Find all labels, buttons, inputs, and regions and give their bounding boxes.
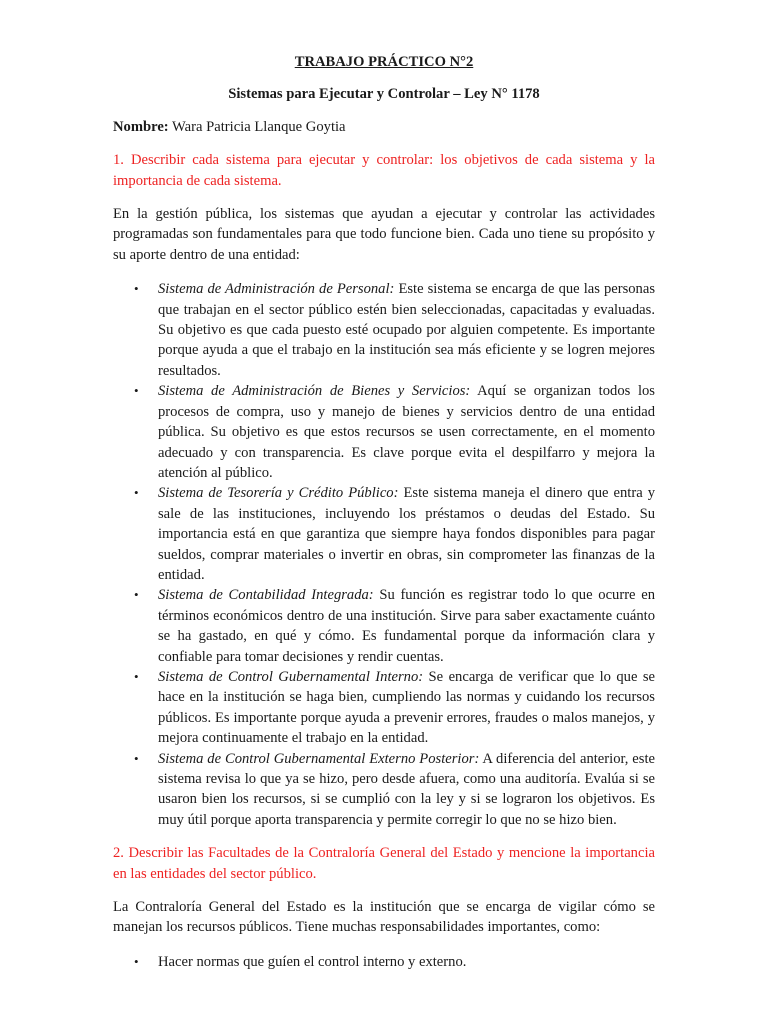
system-term: Sistema de Tesorería y Crédito Público: (158, 485, 399, 502)
list-item (113, 952, 655, 972)
system-term: Sistema de Control Gubernamental Externo Posterior: (158, 750, 480, 767)
intro-paragraph: En la gestión pública, los sistemas que ayudan a ejecutar y controlar las actividades programadas son fundamentales para que todo funcione bien. Cada uno tiene su propósito y su aporte dentro de una entidad: (113, 206, 655, 263)
bullet-icon: • (134, 485, 139, 501)
document-title: TRABAJO PRÁCTICO N°2 (294, 54, 474, 70)
list-item (113, 381, 655, 483)
list-item (113, 279, 655, 381)
system-description: Este sistema maneja el dinero que entra y sale de las instituciones, incluyendo los préstamos o deudas del Estado. Su importancia está en que garantiza que siempre haya fondos disponibles para pagar sueldos, comprar materiales o invertir en obras, sin comprometer las finanzas de la entidad. (158, 485, 655, 583)
question-1: 1. Describir cada sistema para ejecutar y controlar: los objetivos de cada sistema y la importancia de cada sistema. (113, 152, 655, 189)
list-item (113, 667, 655, 749)
system-description: Este sistema se encarga de que las personas que trabajan en el sector público estén bien seleccionadas, capacitadas y evaluadas. Su objetivo es que cada puesto esté ocupado por alguien competente. Es importante porque ayuda a que el trabajo en la institución sea más eficiente y se logren mejores resultados. (158, 281, 656, 379)
bullet-icon: • (134, 281, 139, 297)
system-term: Sistema de Control Gubernamental Interno: (158, 668, 424, 685)
system-description: Se encarga de verificar que lo que se hace en la institución se haga bien, cumpliendo las normas y cuidando los recursos públicos. Es importante porque ayuda a prevenir errores, fraudes o malos manejos, y mejora continuamente el trabajo en la entidad. (158, 668, 655, 747)
name-value: Wara Patricia Llanque Goytia (168, 118, 346, 135)
student-name-line (113, 117, 655, 137)
system-description: Aquí se organizan todos los procesos de compra, uso y manejo de bienes y servicios dentro de una entidad pública. Su objetivo es que estos recursos se usen correctamente, en el momento adecuado y con transparencia. Es clave porque evita el despilfarro y mejora la atención al público. (158, 383, 655, 481)
document-page (113, 52, 655, 972)
systems-list (113, 279, 655, 830)
list-item (113, 749, 655, 831)
bullet-icon: • (134, 750, 139, 766)
name-label: Nombre: (113, 118, 169, 135)
contraloria-intro: La Contraloría General del Estado es la institución que se encarga de vigilar cómo se manejan los recursos públicos. Tiene muchas responsabilidades importantes, como: (113, 899, 655, 936)
list-item (113, 585, 655, 667)
system-description: A diferencia del anterior, este sistema revisa lo que ya se hizo, pero desde afuera, como una auditoría. Evalúa si se usaron bien los recursos, si se cumplió con la ley y si se lograron los objetivos. Es muy útil porque aporta transparencia y permite corregir lo que no se hizo bien. (158, 750, 655, 828)
document-subtitle: Sistemas para Ejecutar y Controlar – Ley N° 1178 (228, 86, 540, 103)
system-term: Sistema de Administración de Personal: (158, 281, 395, 298)
faculty-text: Hacer normas que guíen el control interno y externo. (158, 953, 467, 970)
bullet-icon: • (134, 587, 139, 603)
system-term: Sistema de Contabilidad Integrada: (158, 587, 374, 604)
faculties-list (113, 952, 655, 972)
system-description: Su función es registrar todo lo que ocurre en términos económicos dentro de una institución. Sirve para saber exactamente cuánto se ha gastado, en qué y cómo. Es fundamental porque da información clara y confiable para tomar decisiones y rendir cuentas. (158, 587, 655, 665)
bullet-icon: • (134, 383, 139, 399)
question-2: 2. Describir las Facultades de la Contraloría General del Estado y mencione la importancia en las entidades del sector público. (113, 845, 655, 882)
bullet-icon: • (134, 953, 139, 969)
system-term: Sistema de Administración de Bienes y Servicios: (158, 383, 471, 400)
list-item (113, 483, 655, 585)
bullet-icon: • (134, 668, 139, 684)
